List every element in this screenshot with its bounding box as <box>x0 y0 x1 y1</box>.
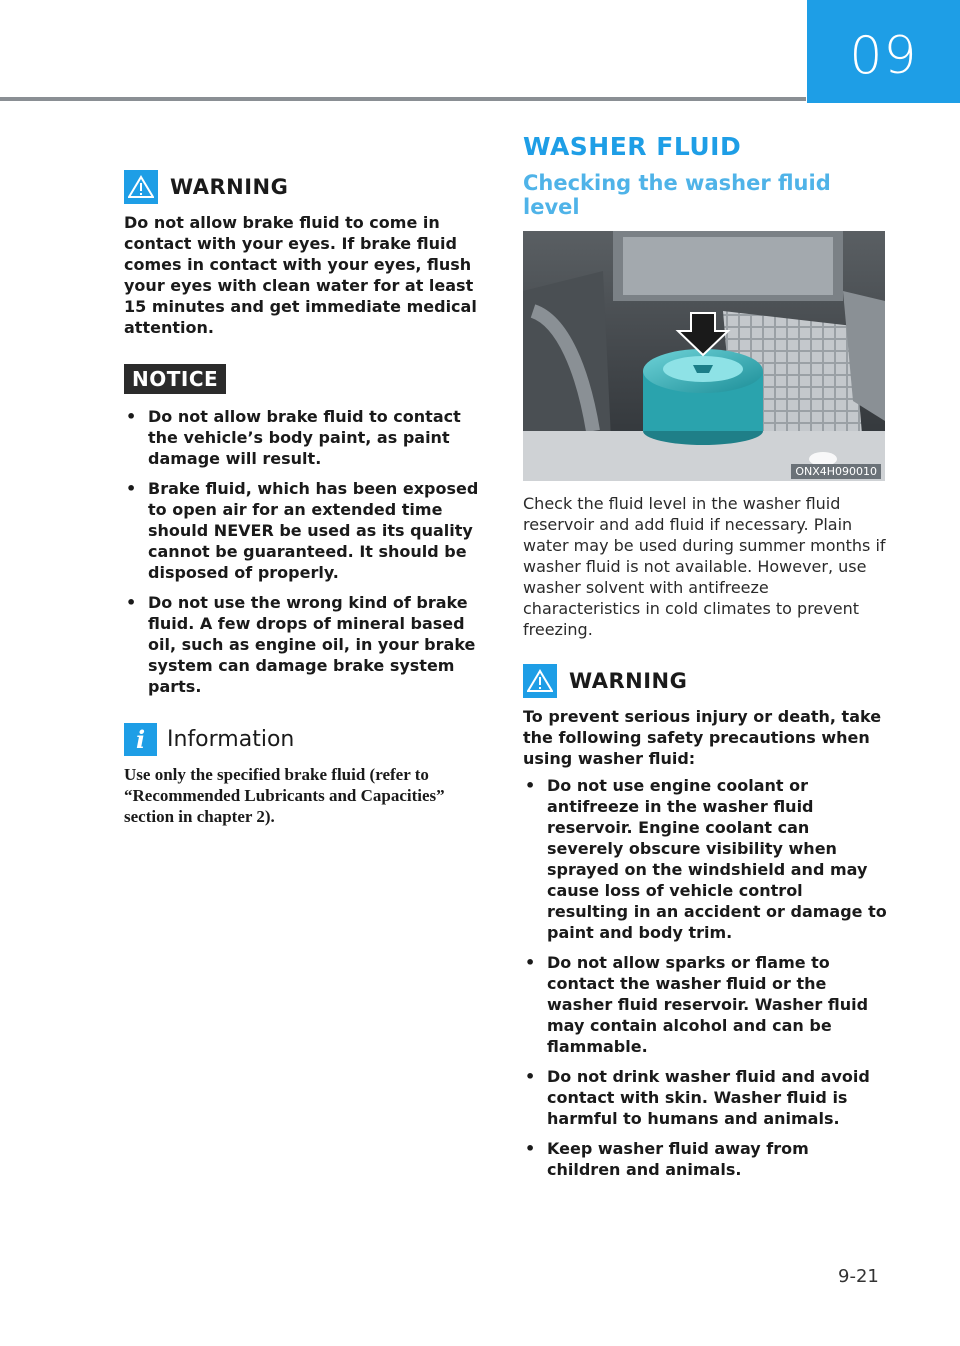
subsection-title: Checking the washer fluid level <box>523 171 831 219</box>
list-item: • Do not use engine coolant or antifreeze in the washer fluid reservoir. Engine coolant can severely obscure visibility when sprayed on the windshield and may cause loss of vehicle control resulting in an accident or damage to paint and body trim. <box>525 776 887 942</box>
washer-reservoir-figure <box>523 231 885 481</box>
bullet-icon: • <box>525 953 536 972</box>
bullet-icon: • <box>525 1139 536 1158</box>
list-item: • Do not allow sparks or flame to contact the washer fluid or the washer fluid reservoir. Washer fluid may contain alcohol and can be flammable. <box>525 953 869 1056</box>
list-item: • Do not allow brake fluid to contact the vehicle’s body paint, as paint damage will result. <box>126 407 461 468</box>
information-text: Use only the specified brake fluid (refer to “Recommended Lubricants and Capacities” section in chapter 2). <box>124 765 445 826</box>
washer-warning-block <box>523 664 887 1180</box>
engine-bay-illustration <box>523 231 885 481</box>
list-item: • Do not use the wrong kind of brake fluid. A few drops of mineral based oil, such as engine oil, in your brake system can damage brake system parts. <box>126 593 476 696</box>
info-icon: i <box>124 723 157 756</box>
warning-header <box>124 170 480 204</box>
right-column <box>523 132 887 1189</box>
notice-list <box>124 406 480 697</box>
bullet-icon: • <box>126 593 137 612</box>
figure-code: ONX4H090010 <box>791 464 881 479</box>
header-rule <box>0 97 806 101</box>
bullet-icon: • <box>525 1067 536 1086</box>
page-number: 9-21 <box>838 1266 879 1287</box>
warning-triangle-icon <box>124 170 158 204</box>
bullet-icon: • <box>126 479 137 498</box>
chapter-tab: 09 <box>807 0 960 103</box>
washer-fluid-body: Check the fluid level in the washer fluid reservoir and add fluid if necessary. Plain water may be used during summer months if washer fluid is not available. However, use washer solvent with antifreeze characteristics in cold climates to prevent freezing. <box>523 494 886 639</box>
warning-header <box>523 664 887 698</box>
warning-intro: To prevent serious injury or death, take the following safety precautions when using washer fluid: <box>523 707 882 768</box>
warning-title: WARNING <box>170 175 289 199</box>
information-header <box>124 723 480 756</box>
washer-warning-list <box>523 775 887 1180</box>
notice-block <box>124 364 480 697</box>
list-item: • Keep washer fluid away from children and animals. <box>525 1139 809 1179</box>
notice-badge: NOTICE <box>124 364 226 394</box>
warning-title: WARNING <box>569 669 688 693</box>
section-title: WASHER FLUID <box>523 132 742 161</box>
information-block <box>124 723 480 827</box>
bullet-icon: • <box>126 407 137 426</box>
list-item: • Brake fluid, which has been exposed to open air for an extended time should NEVER be used as its quality cannot be guaranteed. It should be disposed of properly. <box>126 479 479 582</box>
warning-text: Do not allow brake fluid to come in contact with your eyes. If brake fluid comes in contact with your eyes, flush your eyes with clean water for at least 15 minutes and get immediate medical attention. <box>124 213 477 337</box>
list-item: • Do not drink washer fluid and avoid contact with skin. Washer fluid is harmful to humans and animals. <box>525 1067 870 1128</box>
warning-triangle-icon <box>523 664 557 698</box>
information-title: Information <box>167 727 295 752</box>
bullet-icon: • <box>525 776 536 795</box>
left-column <box>124 170 480 827</box>
